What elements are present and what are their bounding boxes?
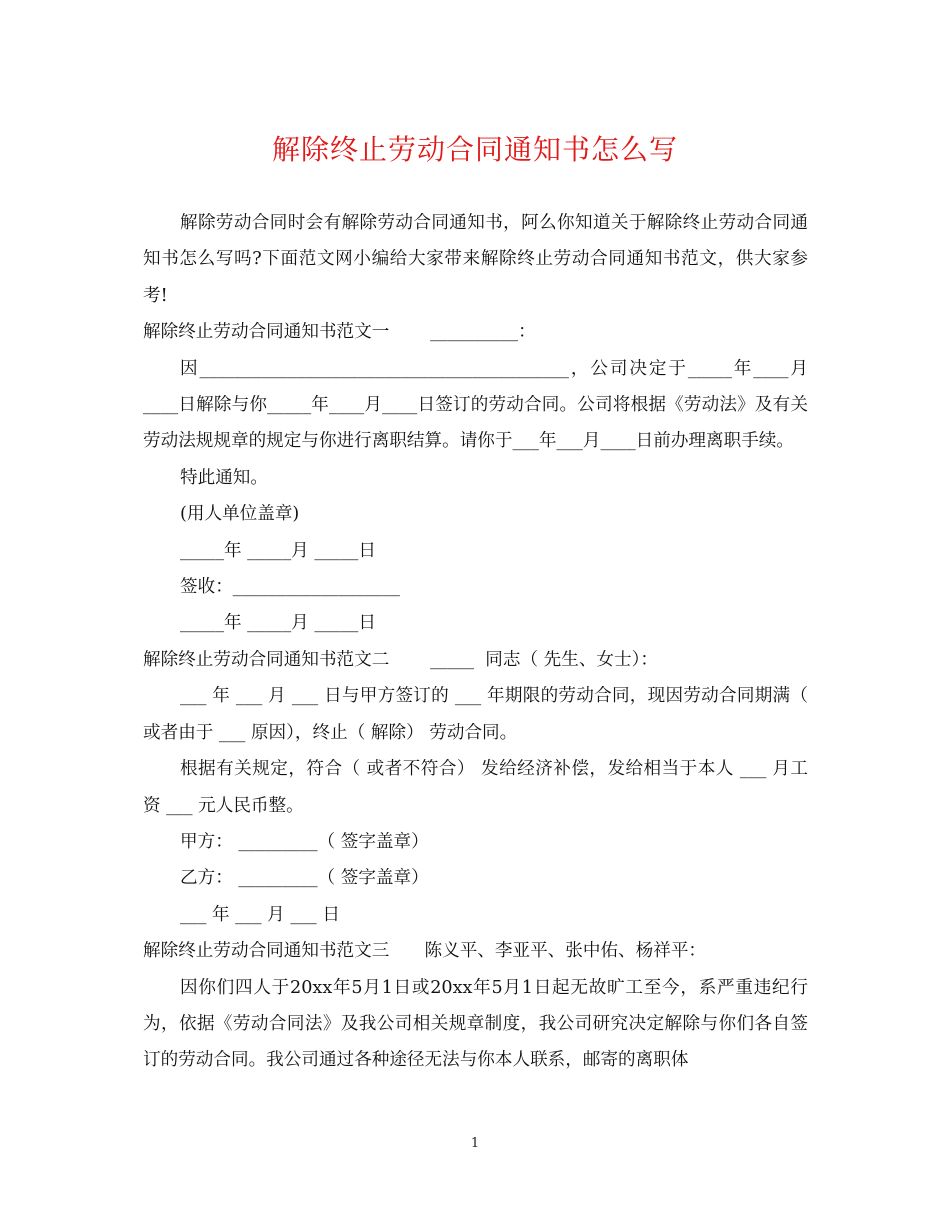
page-number: 1 <box>470 1136 480 1151</box>
sample1-date: _____年 _____月 _____日 <box>180 540 376 561</box>
document-body <box>143 205 814 1079</box>
sample2-heading: 解除终止劳动合同通知书范文二 _____ 同志（ 先生、女士）： <box>143 649 658 670</box>
sample1-sign: 签收：___________________ <box>180 577 400 598</box>
document-title: 解除终止劳动合同通知书怎么写 <box>271 133 678 166</box>
sample2-body: ___ 年 ___ 月 ___ 日与甲方签订的 ___ 年期限的劳动合同，现因劳动合同期满（ 或者由于 ___ 原因），终止（ 解除） 劳动合同。 <box>143 686 814 743</box>
sample1-seal: (用人单位盖章) <box>180 504 300 525</box>
sample1-notice: 特此通知。 <box>180 467 268 488</box>
sample1-sign-date: _____年 _____月 _____日 <box>180 613 376 634</box>
sample2-party-a: 甲方： _________（ 签字盖章） <box>180 831 429 852</box>
sample1-body: 因__________________________________________，公司决定于_____年____月____日解除与你_____年____月____日签订的劳动合同。公司将根据《劳动法》及有关劳动法规规章的规定与你进行离职结算。请你于___年___月____日前办理离职手续。 <box>143 358 808 452</box>
sample3-body: 因你们四人于20xx年5月1日或20xx年5月1日起无故旷工至今，系严重违纪行为，依据《劳动合同法》及我公司相关规章制度，我公司研究决定解除与你们各自签订的劳动合同。我公司通过各种途径无法与你本人联系，邮寄的离职体 <box>143 977 808 1071</box>
sample1-heading: 解除终止劳动合同通知书范文一 __________： <box>143 322 536 343</box>
intro-paragraph: 解除劳动合同时会有解除劳动合同通知书，阿么你知道关于解除终止劳动合同通知书怎么写吗?下面范文网小编给大家带来解除终止劳动合同通知书范文，供大家参考! <box>143 213 808 306</box>
sample2-party-b: 乙方： _________（ 签字盖章） <box>180 868 429 889</box>
sample2-date: ___ 年 ___ 月 ___ 日 <box>180 904 340 925</box>
sample2-compensation: 根据有关规定，符合（ 或者不符合） 发给经济补偿，发给相当于本人 ___ 月工资 ___ 元人民币整。 <box>143 759 808 816</box>
sample3-heading: 解除终止劳动合同通知书范文三 陈义平、李亚平、张中佑、杨祥平： <box>143 941 707 962</box>
